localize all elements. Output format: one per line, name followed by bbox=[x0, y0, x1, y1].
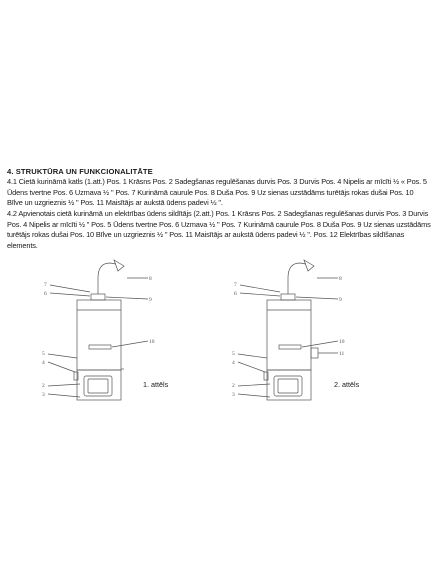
figure-1-caption: 1. attēls bbox=[143, 380, 169, 389]
furnace bbox=[77, 370, 121, 400]
paragraph-figure-1: 4.1 Cietā kurināmā katls (1.att.) Pos. 1 Krāsns Pos. 2 Sadegšanas regulēšanas durvis Pos. 3 Durvis Pos. 4 Nipelis ar mīcīti ½ « Pos. 5 Ūdens tvertne Pos. 6 Uzmava ½ " Pos. 7 Kurināmā caurule Pos. 8 Duša Pos. 9 Uz sienas uzstādāms turētājs rokas dušai Pos. 10 Bīlve un uzgrieznis ½ " Pos. 11 Maisītājs ar aukstā ūdens padevi ½ ". bbox=[7, 177, 427, 208]
shower-head bbox=[114, 260, 124, 271]
label-10: 10 bbox=[339, 339, 345, 345]
label-9: 9 bbox=[149, 297, 152, 303]
section-heading: 4. STRUKTŪRA UN FUNKCIONALITĀTE bbox=[7, 167, 153, 176]
label-11: 11 bbox=[339, 351, 345, 357]
label-3: 3 bbox=[42, 392, 45, 398]
mixer-panel bbox=[279, 345, 301, 349]
label-3: 3 bbox=[232, 392, 235, 398]
shower-head bbox=[304, 260, 314, 271]
water-tank bbox=[267, 300, 311, 370]
heating-element-box bbox=[311, 348, 318, 358]
mixer-panel bbox=[89, 345, 111, 349]
label-6: 6 bbox=[234, 291, 237, 297]
label-4: 4 bbox=[232, 360, 235, 366]
water-tank bbox=[77, 300, 121, 370]
paragraph-figure-2: 4.2 Apvienotais cietā kurināmā un elektrības ūdens sildītājs (2.att.) Pos. 1 Krāsns Pos. 2 Sadegšanas regulēšanas durvis Pos. 3 Durvis Pos. 4 Nipelis ar mīcīti ½ " Pos. 5 Ūdens tvertne Pos. 6 Uzmava ½ " Pos. 7 Kurināmā caurule Pos. 8 Duša Pos. 9 Uz sienas uzstādāms turētājs rokas dušai Pos. 10 Bīlve un uzgrieznis ½ " Pos. 11 Maisītājs ar aukstā ūdens padevi ½ ". Pos. 12 Elektrības sildīšanas elements. bbox=[7, 209, 431, 250]
label-7: 7 bbox=[44, 282, 47, 288]
top-fitting bbox=[281, 294, 295, 300]
label-10: 10 bbox=[149, 339, 155, 345]
label-9: 9 bbox=[339, 297, 342, 303]
label-4: 4 bbox=[42, 360, 45, 366]
shower-pipe bbox=[98, 263, 116, 294]
label-8: 8 bbox=[149, 276, 152, 282]
label-6: 6 bbox=[44, 291, 47, 297]
label-5: 5 bbox=[232, 351, 235, 357]
label-2: 2 bbox=[232, 383, 235, 389]
label-8: 8 bbox=[339, 276, 342, 282]
top-fitting bbox=[91, 294, 105, 300]
shower-pipe bbox=[288, 263, 306, 294]
label-7: 7 bbox=[234, 282, 237, 288]
label-2: 2 bbox=[42, 383, 45, 389]
furnace bbox=[267, 370, 311, 400]
figure-2-caption: 2. attēls bbox=[334, 380, 360, 389]
label-5: 5 bbox=[42, 351, 45, 357]
